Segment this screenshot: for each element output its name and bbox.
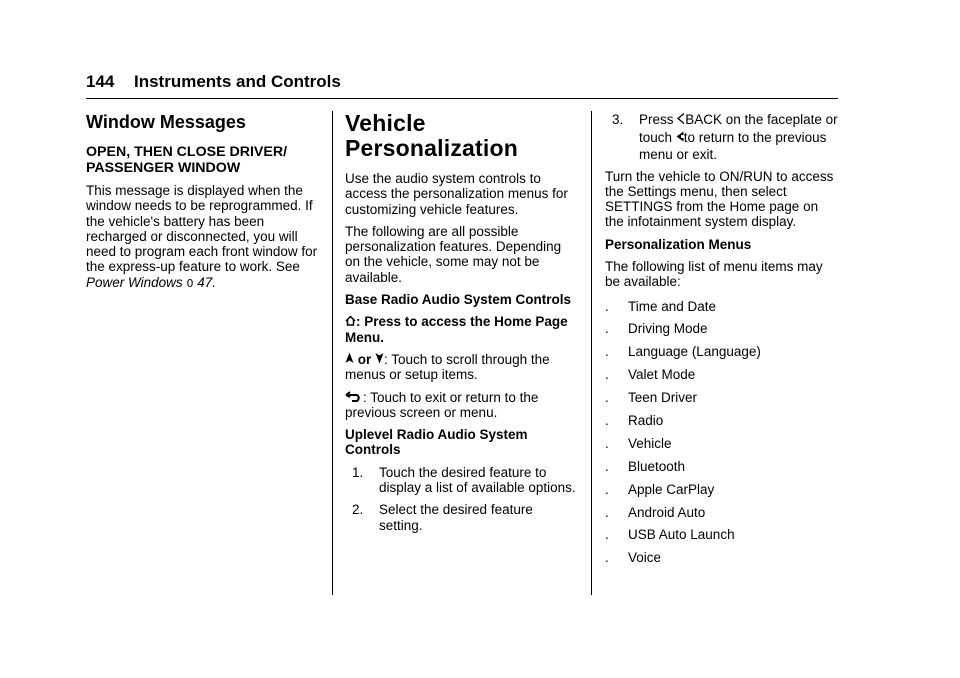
power-windows-link[interactable]: Power Windows (86, 274, 183, 290)
step-text (639, 111, 839, 164)
menu-items-list (605, 299, 839, 566)
column-3 (605, 111, 839, 573)
page-number: 144 (86, 72, 115, 91)
bullet-mark: . (605, 413, 609, 429)
menu-list-item (605, 321, 839, 336)
bullet-mark: . (605, 527, 609, 543)
menu-item-label: Radio (628, 413, 664, 429)
menu-item-label: Teen Driver (628, 390, 698, 406)
step-1 (345, 465, 577, 496)
step-2 (345, 502, 577, 533)
down-arrow-icon (375, 352, 384, 367)
scroll-control-text: : Touch to scroll through the menus or setup items. (345, 351, 550, 383)
menu-list-item (605, 299, 839, 314)
menu-list-item (605, 390, 839, 405)
column-divider-2 (591, 111, 592, 595)
page-ref-icon: 0 (186, 276, 194, 290)
step-text: Touch the desired feature to display a list of available options. (379, 464, 576, 496)
menu-list-item (605, 459, 839, 474)
window-message-subtitle: OPEN, THEN CLOSE DRIVER/ PASSENGER WINDOW (86, 144, 288, 176)
menu-list-item (605, 505, 839, 520)
up-arrow-icon (345, 352, 354, 367)
step-number: 2. (352, 502, 364, 518)
window-message-text: This message is displayed when the window needs to be reprogrammed. If the vehicle's battery has been recharged or disconnected, you will need to program each front window for the express-up feature to work. (86, 183, 318, 275)
menu-item-label: Bluetooth (628, 458, 686, 474)
step-number: 3. (612, 112, 624, 127)
column-divider-1 (332, 111, 333, 595)
intro-paragraph: Use the audio system controls to access the personalization menus for customizing vehicle features. (345, 171, 568, 217)
step-number: 1. (352, 464, 364, 480)
back-triangle-icon (676, 129, 684, 147)
section-title: Instruments and Controls (134, 72, 341, 91)
step-3 (605, 111, 839, 164)
home-icon (345, 314, 356, 329)
bullet-mark: . (605, 504, 609, 520)
availability-paragraph: The following are all possible personalization features. Depending on the vehicle, some may not be available. (345, 223, 562, 285)
back-arrow-icon (345, 390, 363, 405)
window-message-body (86, 183, 318, 291)
menu-item-label: Driving Mode (628, 321, 708, 337)
back-faceplate-text: BACK on the faceplate or touch (639, 112, 838, 145)
menu-item-label: Voice (628, 550, 662, 566)
header-rule (86, 98, 838, 99)
bullet-mark: . (605, 435, 609, 451)
menu-list-item (605, 482, 839, 497)
scroll-control-item (345, 352, 577, 383)
column-2 (345, 111, 577, 540)
step-text: Select the desired feature setting. (379, 502, 533, 533)
menu-item-label: Language (Language) (628, 344, 761, 360)
personalization-menus-heading: Personalization Menus (605, 236, 752, 252)
menu-list-item (605, 413, 839, 428)
or-text: or (357, 351, 372, 367)
bullet-mark: . (605, 481, 609, 497)
base-radio-heading: Base Radio Audio System Controls (345, 292, 572, 308)
bullet-mark: . (605, 390, 609, 406)
menus-intro: The following list of menu items may be available: (605, 258, 823, 290)
bullet-mark: . (605, 367, 609, 383)
vehicle-personalization-title: Vehicle Personalization (345, 110, 518, 161)
back-control-item (345, 390, 577, 421)
bullet-mark: . (605, 298, 609, 314)
menu-list-item (605, 436, 839, 451)
menu-item-label: Valet Mode (628, 367, 696, 383)
press-text: Press (639, 112, 674, 127)
menu-item-label: USB Auto Launch (628, 527, 735, 543)
menu-item-label: Time and Date (628, 298, 717, 314)
menu-list-item (605, 527, 839, 542)
back-control-text: : Touch to exit or return to the previous screen or menu. (345, 389, 539, 420)
see-text: See (275, 259, 300, 275)
home-control-text: : Press to access the Home Page Menu. (345, 314, 568, 345)
bullet-mark: . (605, 344, 609, 360)
bullet-mark: . (605, 321, 609, 337)
page-ref-number[interactable]: 47. (197, 274, 216, 290)
menu-list-item (605, 367, 839, 382)
menu-list-item (605, 550, 839, 565)
home-control-item (345, 314, 577, 345)
page-header (86, 72, 838, 92)
settings-paragraph: Turn the vehicle to ON/RUN to access the Settings menu, then select SETTINGS from the Home page on the infotainment system display. (605, 168, 834, 230)
bullet-mark: . (605, 550, 609, 566)
menu-item-label: Android Auto (628, 504, 706, 520)
menu-item-label: Apple CarPlay (628, 481, 715, 497)
menu-item-label: Vehicle (628, 435, 672, 451)
column-1 (86, 111, 318, 298)
bullet-mark: . (605, 458, 609, 474)
uplevel-radio-heading: Uplevel Radio Audio System Controls (345, 427, 528, 458)
window-messages-title: Window Messages (86, 112, 246, 132)
return-text: to return to the previous menu or exit. (639, 129, 827, 162)
menu-list-item (605, 344, 839, 359)
